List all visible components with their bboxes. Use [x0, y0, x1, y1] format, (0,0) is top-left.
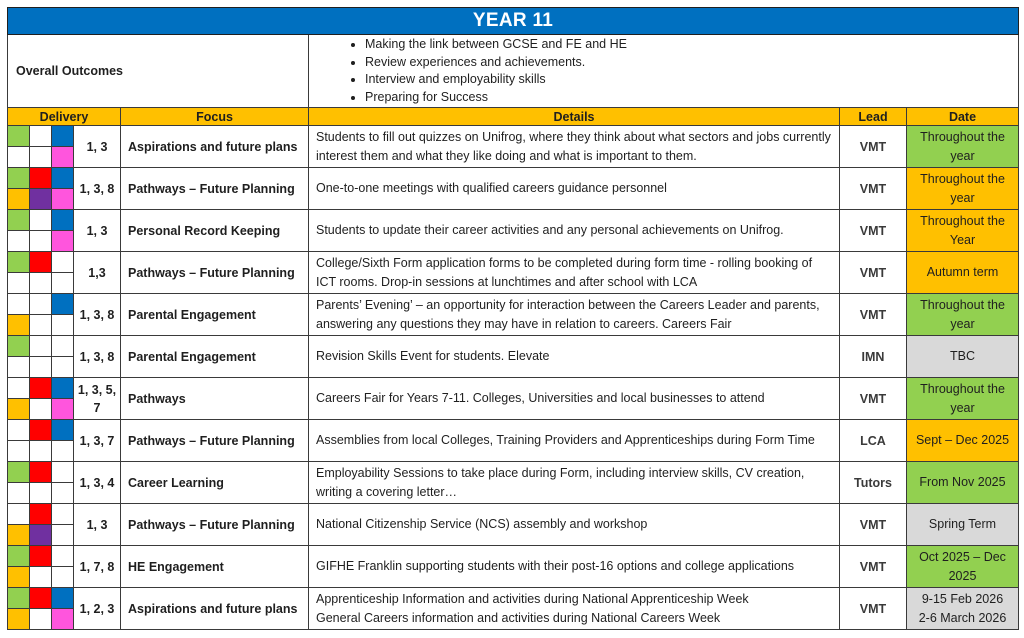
overall-outcomes-list: [309, 35, 1019, 108]
delivery-square-empty: [52, 315, 74, 336]
table-row: [8, 378, 1019, 399]
table-row: [8, 588, 1019, 609]
table-row: [8, 252, 1019, 273]
outcome-item: • Interview and employability skills: [365, 71, 1018, 89]
outcome-item: • Making the link between GCSE and FE and HE: [365, 36, 1018, 54]
delivery-square-red: [30, 462, 52, 483]
lead-cell: IMN: [840, 336, 907, 378]
delivery-square-blue: [52, 168, 74, 189]
delivery-square-red: [30, 546, 52, 567]
delivery-square-empty: [52, 441, 74, 462]
delivery-square-blue: [52, 588, 74, 609]
focus-cell: Career Learning: [121, 462, 309, 504]
delivery-square-empty: [8, 504, 30, 525]
delivery-square-orange: [8, 315, 30, 336]
delivery-numbers: 1, 3, 7: [74, 420, 121, 462]
date-cell: TBC: [907, 336, 1019, 378]
delivery-square-empty: [8, 147, 30, 168]
delivery-square-red: [30, 168, 52, 189]
delivery-square-empty: [52, 273, 74, 294]
lead-cell: VMT: [840, 210, 907, 252]
delivery-square-purple: [30, 525, 52, 546]
details-line: General Careers information and activities during National Careers Week: [316, 610, 721, 625]
delivery-square-red: [30, 252, 52, 273]
date-line: 9-15 Feb 2026: [921, 591, 1004, 606]
delivery-numbers: 1, 3, 8: [74, 294, 121, 336]
details-cell: Assemblies from local Colleges, Training Providers and Apprenticeships during Form Time: [309, 420, 840, 462]
delivery-numbers: 1, 3: [74, 504, 121, 546]
delivery-square-green: [8, 126, 30, 147]
header-delivery: Delivery: [8, 108, 121, 126]
delivery-square-green: [8, 336, 30, 357]
date-cell: Throughout the Year: [907, 210, 1019, 252]
careers-plan-sheet: [7, 7, 1018, 630]
lead-cell: VMT: [840, 546, 907, 588]
delivery-square-empty: [52, 567, 74, 588]
delivery-numbers: 1, 7, 8: [74, 546, 121, 588]
date-cell: Throughout the year: [907, 168, 1019, 210]
details-cell: One-to-one meetings with qualified careers guidance personnel: [309, 168, 840, 210]
lead-cell: VMT: [840, 378, 907, 420]
delivery-square-blue: [52, 378, 74, 399]
delivery-square-red: [30, 588, 52, 609]
delivery-square-empty: [30, 609, 52, 630]
delivery-square-pink: [52, 189, 74, 210]
delivery-square-orange: [8, 609, 30, 630]
details-cell: Careers Fair for Years 7-11. Colleges, Universities and local businesses to attend: [309, 378, 840, 420]
delivery-square-empty: [30, 441, 52, 462]
delivery-numbers: 1, 3: [74, 126, 121, 168]
details-cell: Revision Skills Event for students. Elevate: [309, 336, 840, 378]
outcome-item: • Review experiences and achievements.: [365, 54, 1018, 72]
delivery-numbers: 1, 3: [74, 210, 121, 252]
lead-cell: VMT: [840, 504, 907, 546]
table-row: [8, 294, 1019, 315]
focus-cell: Pathways – Future Planning: [121, 504, 309, 546]
outcome-item: • Preparing for Success: [365, 89, 1018, 107]
delivery-square-empty: [30, 336, 52, 357]
delivery-square-empty: [52, 525, 74, 546]
focus-cell: Personal Record Keeping: [121, 210, 309, 252]
delivery-square-empty: [8, 273, 30, 294]
details-cell: [309, 588, 840, 630]
delivery-square-red: [30, 420, 52, 441]
delivery-square-empty: [30, 315, 52, 336]
delivery-square-empty: [52, 546, 74, 567]
details-cell: Students to update their career activities and any personal achievements on Unifrog.: [309, 210, 840, 252]
delivery-square-empty: [8, 483, 30, 504]
date-cell: From Nov 2025: [907, 462, 1019, 504]
delivery-numbers: 1, 3, 5, 7: [74, 378, 121, 420]
delivery-square-empty: [8, 357, 30, 378]
lead-cell: Tutors: [840, 462, 907, 504]
delivery-square-empty: [52, 462, 74, 483]
delivery-square-purple: [30, 189, 52, 210]
delivery-square-empty: [30, 399, 52, 420]
overall-outcomes-label: Overall Outcomes: [8, 35, 309, 108]
table-row: [8, 504, 1019, 525]
lead-cell: VMT: [840, 126, 907, 168]
delivery-numbers: 1, 3, 8: [74, 168, 121, 210]
focus-cell: Aspirations and future plans: [121, 126, 309, 168]
delivery-square-empty: [52, 252, 74, 273]
delivery-numbers: 1, 3, 8: [74, 336, 121, 378]
date-cell: Autumn term: [907, 252, 1019, 294]
delivery-square-empty: [8, 441, 30, 462]
date-line: 2-6 March 2026: [918, 610, 1007, 625]
delivery-square-empty: [52, 504, 74, 525]
header-details: Details: [309, 108, 840, 126]
header-date: Date: [907, 108, 1019, 126]
delivery-square-empty: [52, 336, 74, 357]
delivery-square-empty: [30, 126, 52, 147]
focus-cell: Pathways: [121, 378, 309, 420]
delivery-square-empty: [30, 567, 52, 588]
delivery-square-green: [8, 462, 30, 483]
delivery-square-blue: [52, 294, 74, 315]
table-row: [8, 126, 1019, 147]
details-cell: Employability Sessions to take place during Form, including interview skills, CV creation, writing a covering letter…: [309, 462, 840, 504]
date-cell: Sept – Dec 2025: [907, 420, 1019, 462]
delivery-square-empty: [30, 231, 52, 252]
details-cell: Parents’ Evening’ – an opportunity for interaction between the Careers Leader and parents, answering any questions they may have in relation to careers. Careers Fair: [309, 294, 840, 336]
focus-cell: Aspirations and future plans: [121, 588, 309, 630]
delivery-square-blue: [52, 420, 74, 441]
delivery-square-orange: [8, 189, 30, 210]
focus-cell: HE Engagement: [121, 546, 309, 588]
date-cell: Oct 2025 – Dec 2025: [907, 546, 1019, 588]
details-cell: GIFHE Franklin supporting students with their post-16 options and college applications: [309, 546, 840, 588]
focus-cell: Parental Engagement: [121, 336, 309, 378]
lead-cell: VMT: [840, 168, 907, 210]
delivery-square-orange: [8, 525, 30, 546]
table-row: [8, 210, 1019, 231]
delivery-square-empty: [52, 357, 74, 378]
details-cell: College/Sixth Form application forms to be completed during form time - rolling booking of ICT rooms. Drop-in sessions at lunchtimes and after school with LCA: [309, 252, 840, 294]
delivery-square-red: [30, 378, 52, 399]
date-cell: Throughout the year: [907, 126, 1019, 168]
delivery-square-green: [8, 252, 30, 273]
date-cell: Throughout the year: [907, 378, 1019, 420]
delivery-square-green: [8, 546, 30, 567]
lead-cell: VMT: [840, 294, 907, 336]
delivery-square-empty: [30, 357, 52, 378]
details-cell: National Citizenship Service (NCS) assembly and workshop: [309, 504, 840, 546]
details-cell: Students to fill out quizzes on Unifrog, where they think about what sectors and jobs currently interest them and what they like doing and what is important to them.: [309, 126, 840, 168]
delivery-square-empty: [30, 147, 52, 168]
table-row: [8, 336, 1019, 357]
delivery-numbers: 1, 2, 3: [74, 588, 121, 630]
delivery-square-blue: [52, 210, 74, 231]
page-title: YEAR 11: [8, 8, 1019, 35]
delivery-square-orange: [8, 399, 30, 420]
focus-cell: Parental Engagement: [121, 294, 309, 336]
delivery-square-red: [30, 504, 52, 525]
table-row: [8, 546, 1019, 567]
delivery-square-empty: [30, 273, 52, 294]
delivery-square-empty: [30, 210, 52, 231]
delivery-numbers: 1, 3, 4: [74, 462, 121, 504]
delivery-square-pink: [52, 609, 74, 630]
delivery-square-empty: [8, 420, 30, 441]
focus-cell: Pathways – Future Planning: [121, 168, 309, 210]
delivery-square-empty: [52, 483, 74, 504]
focus-cell: Pathways – Future Planning: [121, 252, 309, 294]
delivery-square-green: [8, 210, 30, 231]
delivery-square-green: [8, 168, 30, 189]
delivery-square-empty: [30, 294, 52, 315]
lead-cell: VMT: [840, 252, 907, 294]
delivery-square-empty: [8, 231, 30, 252]
delivery-square-blue: [52, 126, 74, 147]
table-row: [8, 168, 1019, 189]
delivery-square-green: [8, 588, 30, 609]
delivery-square-empty: [30, 483, 52, 504]
delivery-square-pink: [52, 231, 74, 252]
delivery-square-empty: [8, 378, 30, 399]
lead-cell: VMT: [840, 588, 907, 630]
date-cell: Spring Term: [907, 504, 1019, 546]
date-cell: [907, 588, 1019, 630]
details-line: Apprenticeship Information and activities during National Apprenticeship Week: [316, 591, 749, 606]
delivery-square-pink: [52, 147, 74, 168]
year-11-careers-table: [7, 7, 1019, 630]
delivery-numbers: 1,3: [74, 252, 121, 294]
header-focus: Focus: [121, 108, 309, 126]
delivery-square-empty: [8, 294, 30, 315]
focus-cell: Pathways – Future Planning: [121, 420, 309, 462]
header-lead: Lead: [840, 108, 907, 126]
table-header-row: [8, 108, 1019, 126]
lead-cell: LCA: [840, 420, 907, 462]
date-cell: Throughout the year: [907, 294, 1019, 336]
delivery-square-pink: [52, 399, 74, 420]
table-row: [8, 420, 1019, 441]
delivery-square-orange: [8, 567, 30, 588]
table-row: [8, 462, 1019, 483]
